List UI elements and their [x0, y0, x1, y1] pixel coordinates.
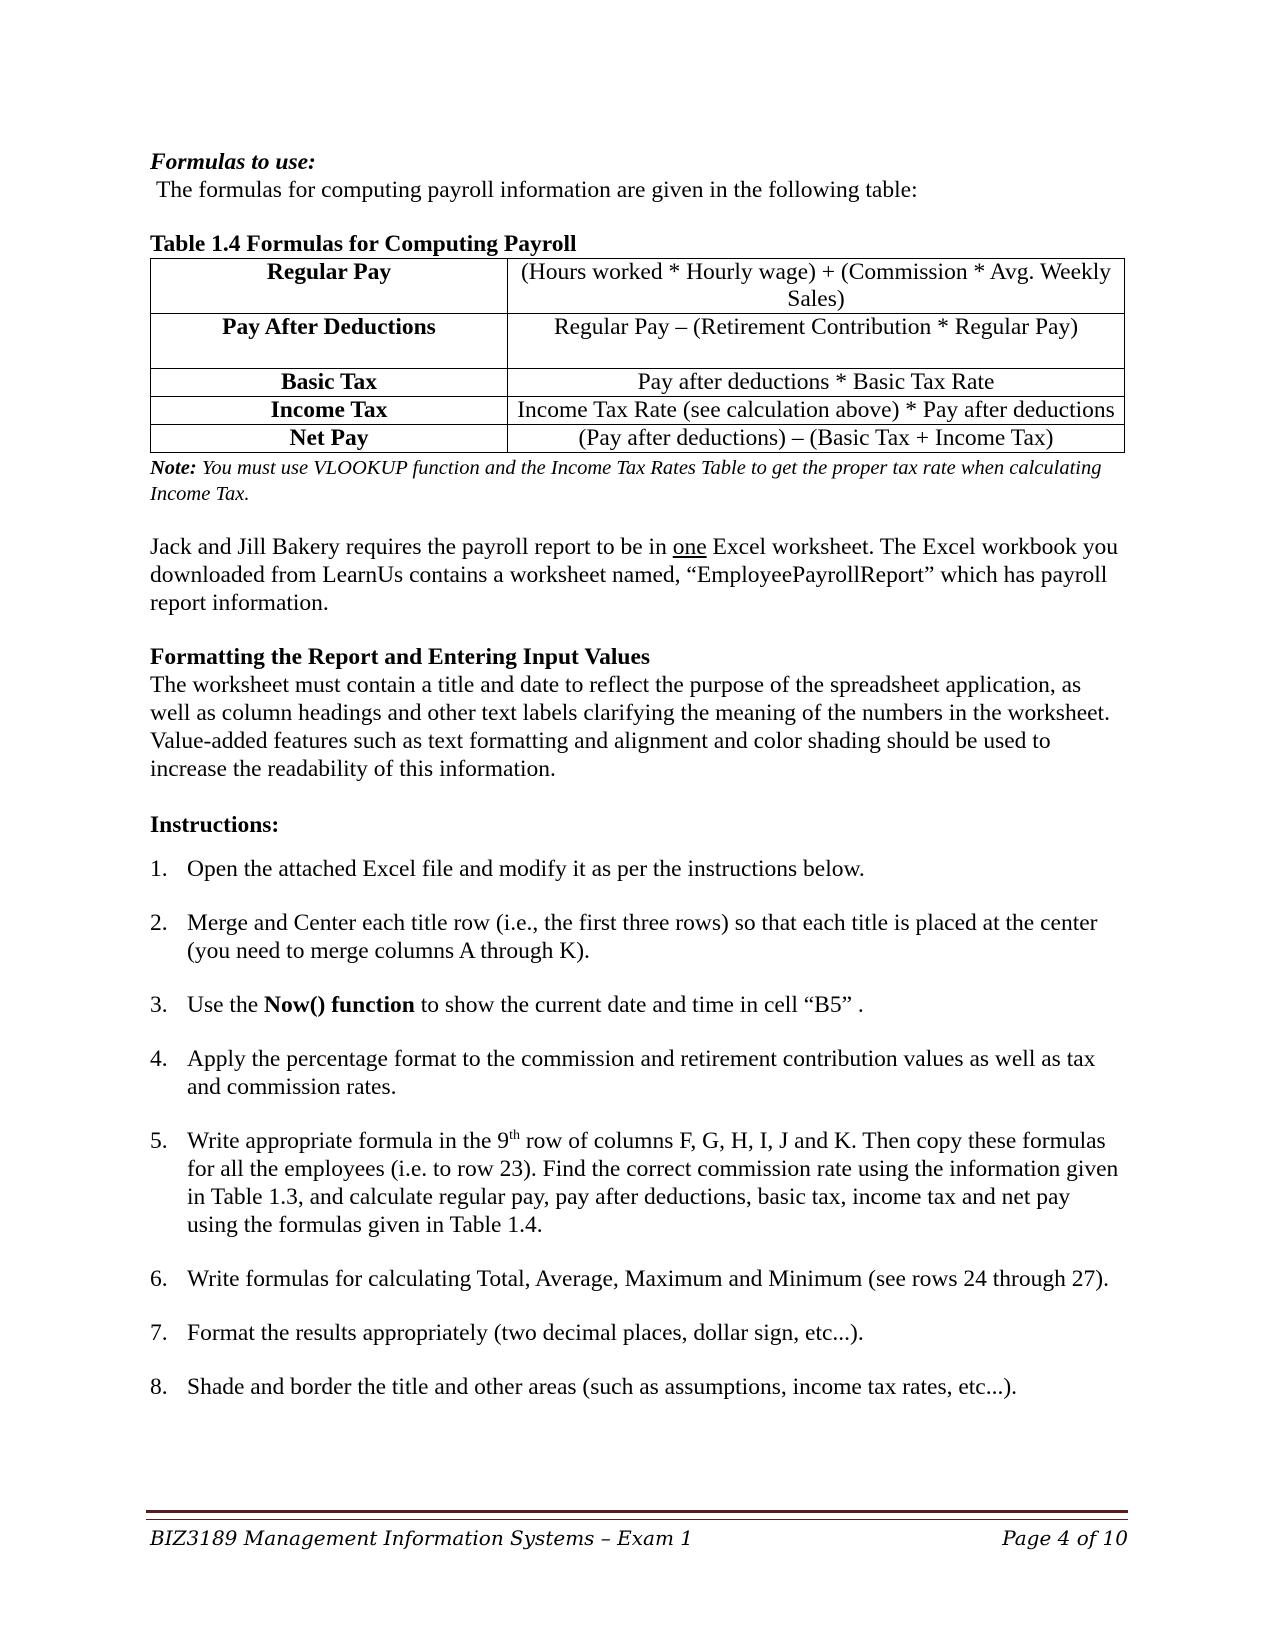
footer-course: BIZ3189 Management Information Systems – Exam 1: [150, 1526, 693, 1550]
document-page: [150, 148, 1120, 1427]
list-text: Apply the percentage format to the commission and retirement contribution values as well as tax and commission rates.: [187, 1046, 1096, 1100]
table-row: [151, 314, 1125, 369]
footer-divider: [146, 1510, 1128, 1520]
list-text: Format the results appropriately (two decimal places, dollar sign, etc...).: [187, 1320, 864, 1346]
table-cell-formula: Income Tax Rate (see calculation above) * Pay after deductions: [508, 397, 1125, 425]
text-span: Write appropriate formula in the 9: [187, 1128, 510, 1154]
list-item: [150, 991, 1120, 1019]
table-cell-label: Net Pay: [151, 425, 508, 453]
list-number: 4.: [150, 1046, 168, 1072]
table-cell-label: Regular Pay: [151, 259, 508, 314]
list-text: Merge and Center each title row (i.e., the first three rows) so that each title is placed at the center (you need to merge columns A through K).: [187, 910, 1098, 964]
text-span: row of columns F, G, H, I, J and K. Then copy these formulas for all the employees (i.e. to row 23). Find the correct commission rate using the information given in Table 1.3, and calculate regular pay, pay after deductions, basic tax, income tax and net pay using the formulas given in Table 1.4.: [187, 1128, 1119, 1238]
list-number: 7.: [150, 1320, 168, 1346]
text-span: to show the current date and time in cell “B5” .: [414, 992, 864, 1018]
list-item: [150, 1265, 1120, 1293]
list-text: Open the attached Excel file and modify it as per the instructions below.: [187, 856, 865, 882]
paragraph-worksheet: [150, 533, 1120, 617]
table-cell-formula: Regular Pay – (Retirement Contribution * Regular Pay): [508, 314, 1125, 369]
table-title: Table 1.4 Formulas for Computing Payroll: [150, 231, 577, 257]
table-cell-label: Basic Tax: [151, 369, 508, 397]
table-row: [151, 397, 1125, 425]
list-number: 8.: [150, 1374, 168, 1400]
intro-text: The formulas for computing payroll information are given in the following table:: [156, 177, 918, 203]
bold-text: Now() function: [264, 992, 415, 1018]
superscript: th: [509, 1128, 520, 1144]
page-footer: [150, 1526, 1128, 1550]
list-number: 2.: [150, 910, 168, 936]
table-cell-formula: (Pay after deductions) – (Basic Tax + Income Tax): [508, 425, 1125, 453]
list-number: 6.: [150, 1266, 168, 1292]
list-text: Write formulas for calculating Total, Average, Maximum and Minimum (see rows 24 through 27).: [187, 1266, 1109, 1292]
instructions-list: [150, 855, 1120, 1401]
table-row: [151, 259, 1125, 314]
table-row: [151, 425, 1125, 453]
formulas-heading: Formulas to use:: [150, 149, 316, 175]
table-note: [150, 455, 1120, 507]
text-span: Use the: [187, 992, 265, 1018]
note-text: You must use VLOOKUP function and the Income Tax Rates Table to get the proper tax rate when calculating Income Tax.: [150, 457, 1102, 505]
formatting-text: The worksheet must contain a title and date to reflect the purpose of the spreadsheet application, as well as column headings and other text labels clarifying the meaning of the numbers in the worksheet. Value-added features such as text formatting and alignment and color shading should be used to increase the readability of this information.: [150, 672, 1110, 782]
table-row: [151, 369, 1125, 397]
note-label: Note:: [150, 457, 197, 479]
paragraph-text: Excel worksheet. The Excel workbook you downloaded from LearnUs contains a worksheet named, “EmployeePayrollReport” which has payroll report information.: [150, 534, 1119, 616]
paragraph-text: Jack and Jill Bakery requires the payroll report to be in: [150, 534, 673, 560]
list-item: [150, 1319, 1120, 1347]
list-text: [187, 991, 1120, 1019]
list-text: [187, 1127, 1120, 1239]
formatting-heading: Formatting the Report and Entering Input Values: [150, 644, 651, 670]
table-cell-label: Pay After Deductions: [151, 314, 508, 369]
formulas-table: [150, 258, 1125, 453]
list-number: 5.: [150, 1128, 168, 1154]
underlined-word: one: [672, 534, 707, 560]
table-cell-formula: Pay after deductions * Basic Tax Rate: [508, 369, 1125, 397]
list-number: 3.: [150, 992, 168, 1018]
list-number: 1.: [150, 856, 168, 882]
footer-page-number: Page 4 of 10: [1002, 1526, 1128, 1550]
list-item: [150, 1045, 1120, 1101]
list-item: [150, 855, 1120, 883]
table-cell-label: Income Tax: [151, 397, 508, 425]
list-item: [150, 1127, 1120, 1239]
instructions-heading: Instructions:: [150, 812, 280, 838]
list-text: Shade and border the title and other areas (such as assumptions, income tax rates, etc...).: [187, 1374, 1018, 1400]
list-item: [150, 1373, 1120, 1401]
list-item: [150, 909, 1120, 965]
table-cell-formula: (Hours worked * Hourly wage) + (Commission * Avg. Weekly Sales): [508, 259, 1125, 314]
